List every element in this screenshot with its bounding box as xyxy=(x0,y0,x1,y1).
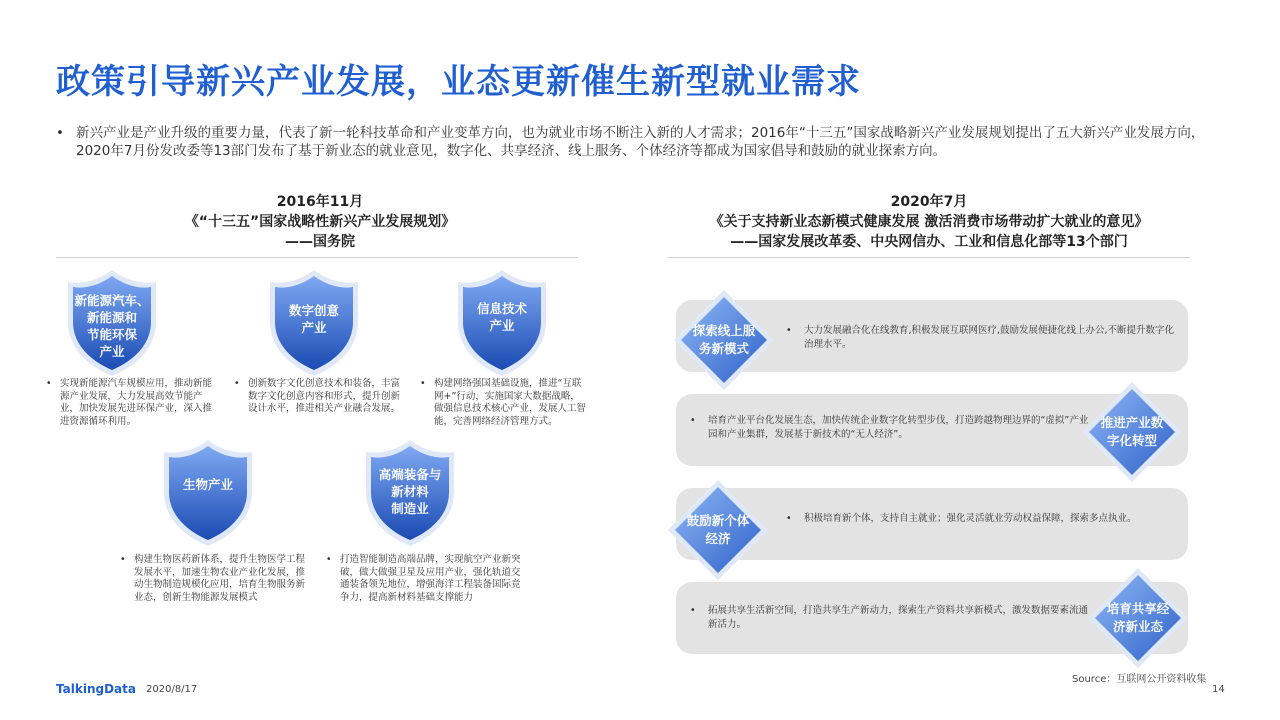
bullet: • xyxy=(690,415,696,426)
bullet: • xyxy=(786,513,792,524)
bullet: • xyxy=(46,378,52,389)
diamond-label-line: 培育共享经 xyxy=(1106,601,1170,616)
shield-label-line: 信息技术 xyxy=(476,301,527,316)
bullet: • xyxy=(234,378,240,389)
shield-label-line: 产业 xyxy=(99,344,125,359)
diamond-label-line: 济新业态 xyxy=(1112,619,1163,634)
diamond-label-line: 字化转型 xyxy=(1106,433,1157,448)
diamond-digital-transformation xyxy=(1080,380,1184,484)
shield-desc-it xyxy=(420,378,588,428)
right-heading-date: 2020年7月 xyxy=(890,194,968,210)
left-heading-title: 《“十三五”国家战略性新兴产业发展规划》 xyxy=(184,214,456,230)
shield-new-energy xyxy=(64,268,160,378)
shield-equipment xyxy=(362,438,458,548)
diamond-label-line: 经济 xyxy=(705,531,731,546)
right-heading xyxy=(664,192,1194,252)
shield-label-line: 高端装备与 xyxy=(378,467,442,482)
page-title: 政策引导新兴产业发展，业态更新催生新型就业需求 xyxy=(56,62,861,102)
diamond-sharing-economy xyxy=(1086,566,1190,670)
policy-row-text: 积极培育新个体，支持自主就业；强化灵活就业劳动权益保障，探索多点执业。 xyxy=(804,513,1137,524)
left-divider xyxy=(56,257,578,258)
shield-label-line: 新材料 xyxy=(391,484,429,499)
shield-label-line: 节能环保 xyxy=(86,327,137,342)
right-heading-title: 《关于支持新业态新模式健康发展 激活消费市场带动扩大就业的意见》 xyxy=(709,214,1149,230)
page-number: 14 xyxy=(1212,684,1225,695)
footer-date: 2020/8/17 xyxy=(146,684,198,695)
diamond-label-line: 鼓励新个体 xyxy=(686,513,750,528)
bullet: • xyxy=(420,378,426,389)
diamond-online-services xyxy=(672,288,776,392)
talkingdata-logo: TalkingData xyxy=(56,682,136,696)
bullet: • xyxy=(786,325,792,336)
bullet: • xyxy=(120,554,126,565)
shield-label-line: 生物产业 xyxy=(182,477,233,492)
shield-desc-text: 打造智能制造高端品牌，实现航空产业新突破，做大做强卫星及应用产业，强化轨道交通装备领先地位，增强海洋工程装备国际竞争力，提高新材料基础支撑能力 xyxy=(340,554,521,603)
shield-label-line: 新能源和 xyxy=(86,310,137,325)
source-note: Source：互联网公开资料收集 xyxy=(1072,674,1207,685)
shield-label-line: 产业 xyxy=(489,318,515,333)
diamond-label-line: 探索线上服 xyxy=(692,323,756,338)
right-heading-issuer: ——国家发展改革委、中央网信办、工业和信息化部等13个部门 xyxy=(730,234,1128,250)
left-heading-date: 2016年11月 xyxy=(276,194,364,210)
left-heading xyxy=(60,192,580,252)
left-heading-issuer: ——国务院 xyxy=(285,234,355,250)
shield-digital-creative xyxy=(266,268,362,378)
shield-label-line: 产业 xyxy=(301,320,327,335)
shield-desc-equipment xyxy=(326,554,522,604)
intro-text: 新兴产业是产业升级的重要力量，代表了新一轮科技革命和产业变革方向，也为就业市场不断注入新的人才需求；2016年“十三五”国家战略新兴产业发展规划提出了五大新兴产业发展方向，2020年7月份发改委等13部门发布了基于新业态的就业意见，数字化、共享经济、线上服务、个体经济等都成为国家倡导和鼓励的就业探索方向。 xyxy=(76,125,1205,159)
shield-label-line: 新能源汽车、 xyxy=(74,293,150,308)
policy-row-text: 拓展共享生活新空间，打造共享生产新动力，探索生产资料共享新模式，激发数据要素流通新活力。 xyxy=(708,605,1089,630)
shield-desc-text: 实现新能源汽车规模应用，推动新能源产业发展，大力发展高效节能产业，加快发展先进环保产业，深入推进资源循环利用。 xyxy=(60,378,213,427)
shield-desc-text: 创新数字文化创意技术和装备，丰富数字文化创意内容和形式，提升创新设计水平，推进相关产业融合发展。 xyxy=(248,378,401,414)
shield-icon xyxy=(160,438,256,548)
bullet: • xyxy=(56,125,64,141)
shield-it xyxy=(454,268,550,378)
shield-label-line: 数字创意 xyxy=(288,303,339,318)
diamond-individual-economy xyxy=(666,478,770,582)
shield-desc-text: 构建网络强国基础设施，推进“互联网+”行动，实施国家大数据战略，做强信息技术核心产业，发展人工智能，完善网络经济管理方式。 xyxy=(434,378,587,427)
bullet: • xyxy=(326,554,332,565)
shield-bio xyxy=(160,438,256,548)
intro-paragraph xyxy=(56,124,1226,160)
bullet: • xyxy=(690,605,696,616)
diamond-label-line: 推进产业数 xyxy=(1100,415,1164,430)
policy-row-text: 大力发展融合化在线教育,积极发展互联网医疗,鼓励发展便捷化线上办公,不断提升数字化治理水平。 xyxy=(804,325,1175,350)
shield-desc-text: 构建生物医药新体系，提升生物医学工程发展水平，加速生物农业产业化发展，推动生物制造规模化应用，培育生物服务新业态，创新生物能源发展模式 xyxy=(134,554,306,603)
diamond-label-line: 务新模式 xyxy=(698,341,749,356)
right-divider xyxy=(668,257,1190,258)
shield-label-line: 制造业 xyxy=(391,501,429,516)
policy-row-text: 培育产业平台化发展生态，加快传统企业数字化转型步伐，打造跨越物理边界的“虚拟”产业园和产业集群，发展基于新技术的“无人经济”。 xyxy=(708,415,1089,440)
shield-desc-bio xyxy=(120,554,314,604)
shield-desc-new-energy xyxy=(46,378,218,428)
shield-desc-digital-creative xyxy=(234,378,404,416)
